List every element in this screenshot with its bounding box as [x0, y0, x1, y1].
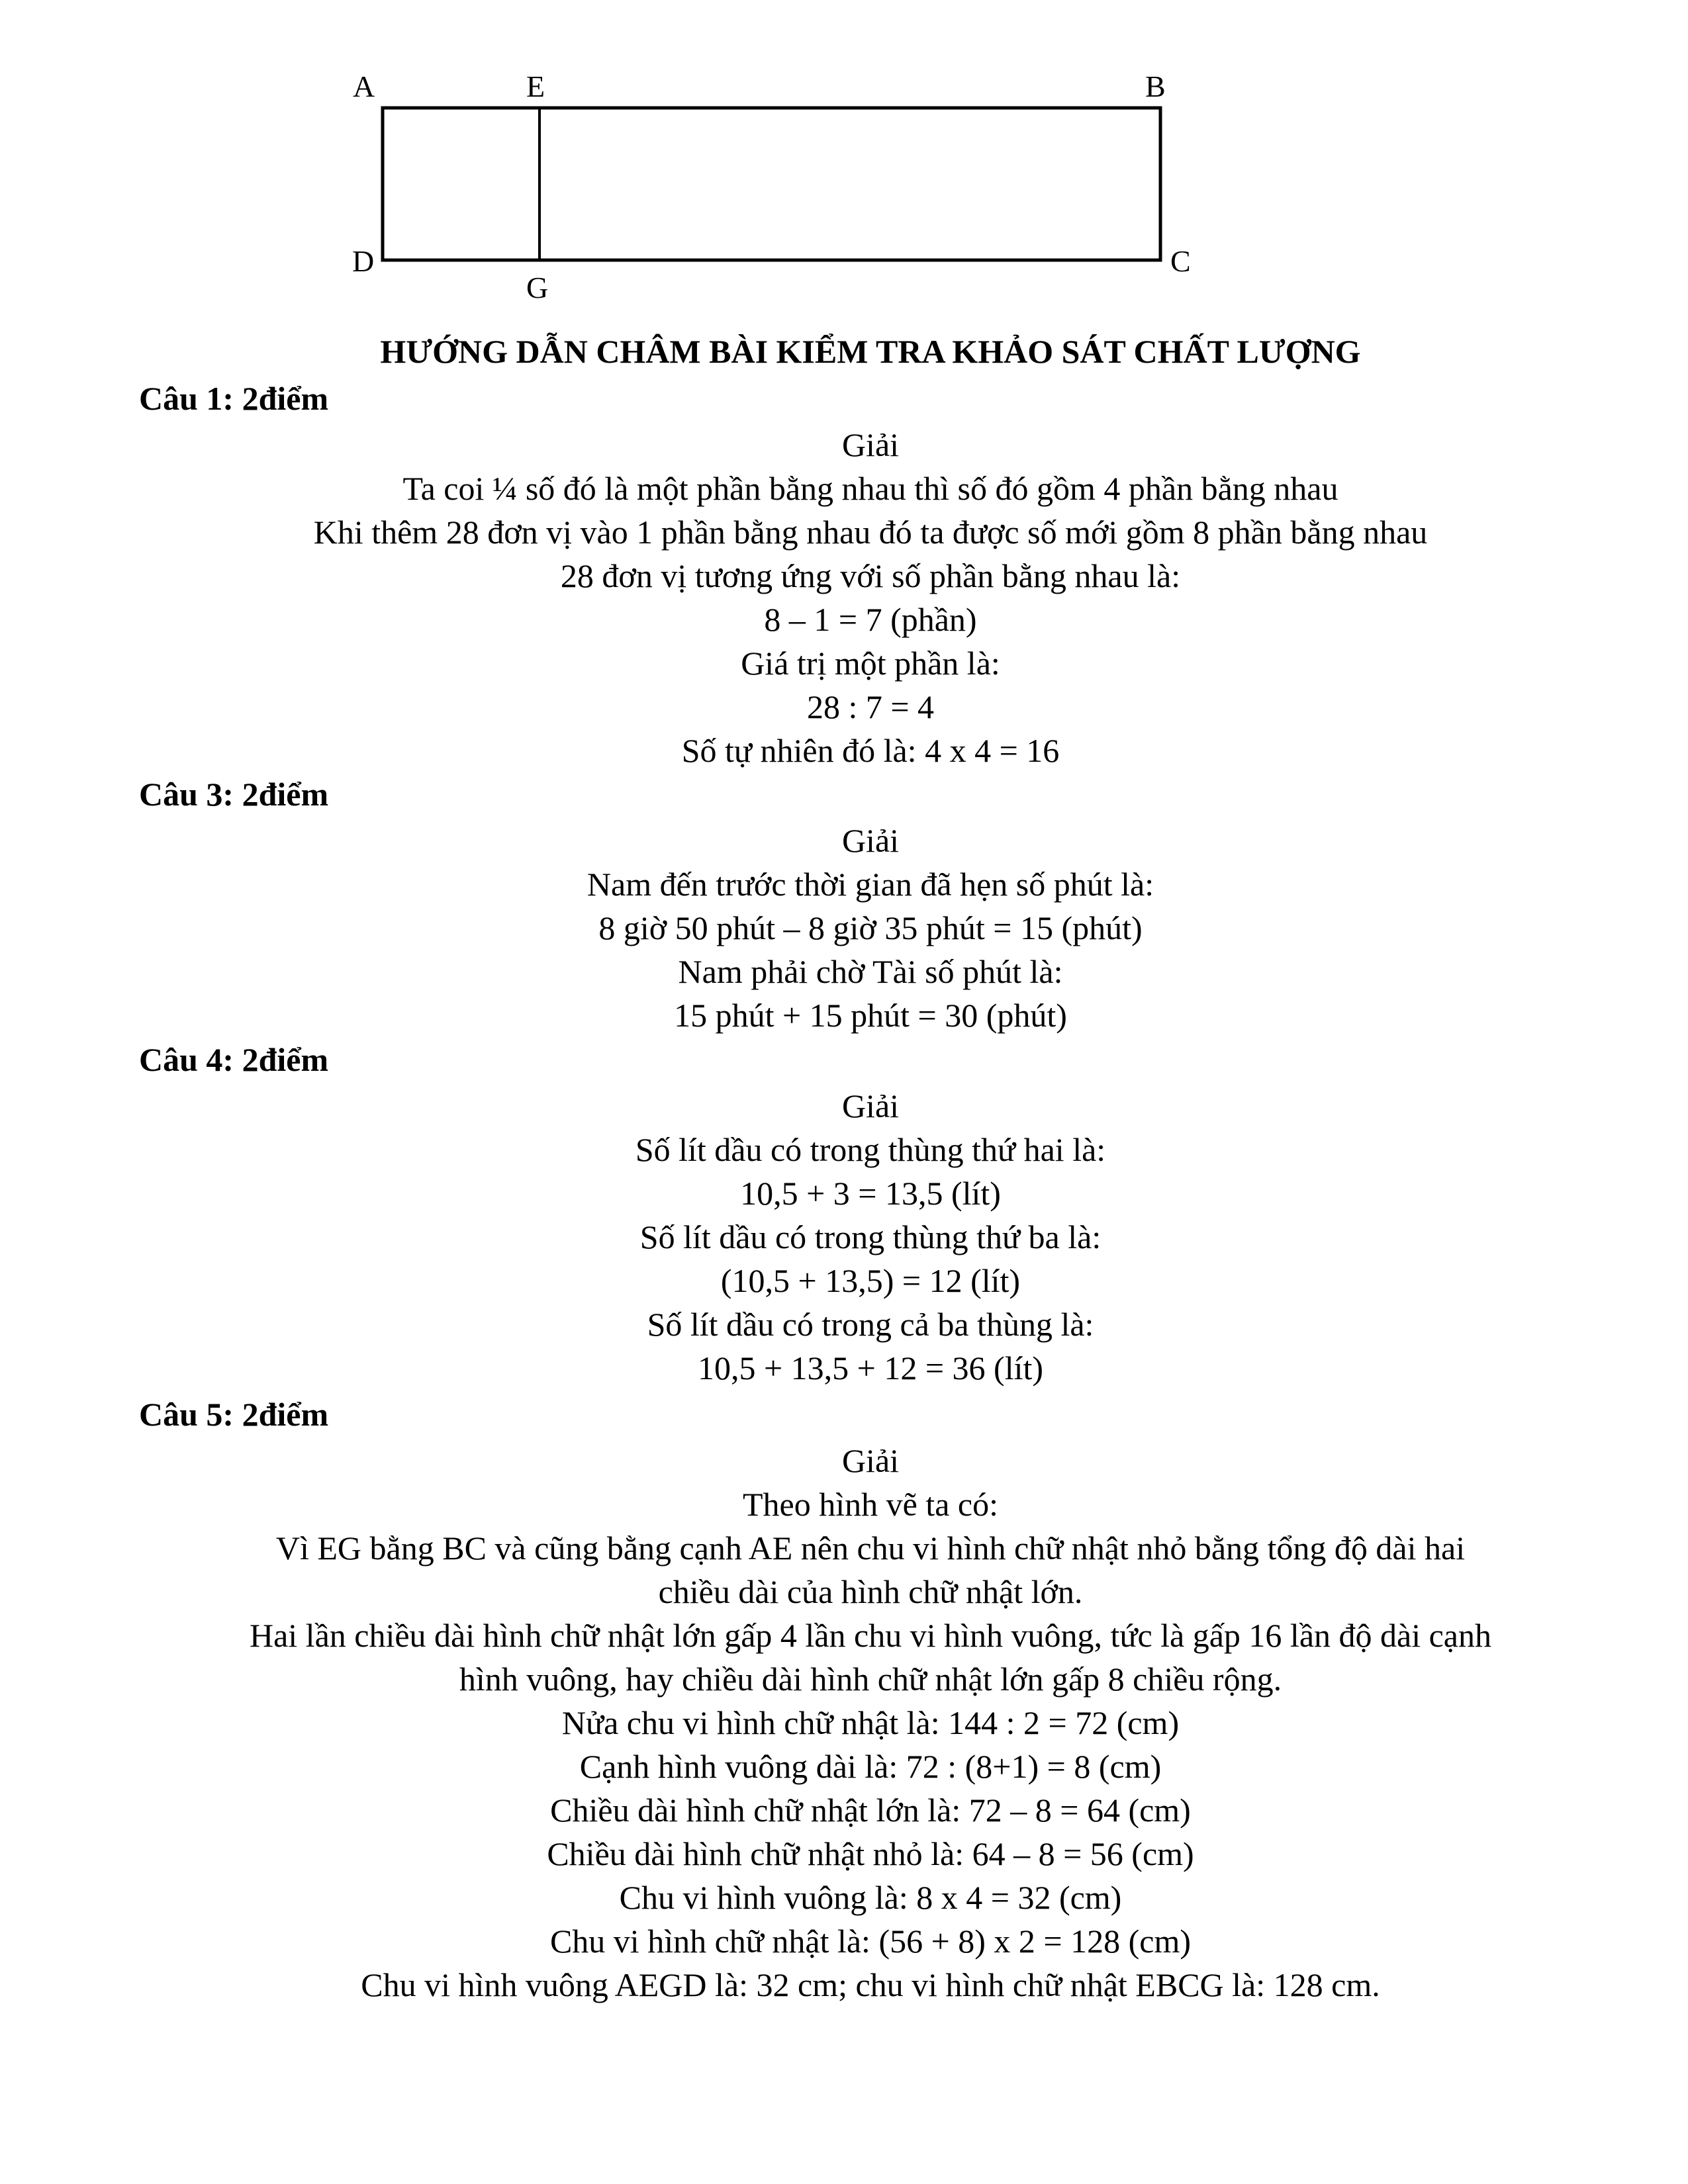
solution-line: Giải: [841, 1087, 900, 1124]
solution-line: Giải: [841, 822, 900, 859]
solution-line: Nam phải chờ Tài số phút là:: [678, 953, 1063, 990]
point-label-b: B: [1145, 69, 1166, 103]
solution-line: Theo hình vẽ ta có:: [743, 1486, 998, 1523]
question-3-heading: Câu 3: 2điểm: [139, 776, 329, 813]
solution-line: Khi thêm 28 đơn vị vào 1 phần bằng nhau đó ta được số mới gồm 8 phần bằng nhau: [313, 514, 1428, 551]
solution-line: 28 : 7 = 4: [806, 688, 935, 725]
solution-line: chiều dài của hình chữ nhật lớn.: [658, 1573, 1083, 1610]
solution-line: Chu vi hình vuông là: 8 x 4 = 32 (cm): [619, 1879, 1122, 1916]
solution-line: Ta coi ¼ số đó là một phần bằng nhau thì số đó gồm 4 phần bằng nhau: [402, 470, 1338, 507]
solution-line: Số lít dầu có trong thùng thứ hai là:: [635, 1131, 1106, 1168]
solution-line: Số lít dầu có trong thùng thứ ba là:: [639, 1218, 1102, 1255]
solution-line: 15 phút + 15 phút = 30 (phút): [674, 997, 1067, 1034]
question-1-solution: [0, 423, 1688, 772]
solution-line: Chu vi hình chữ nhật là: (56 + 8) x 2 = 128 (cm): [549, 1923, 1192, 1960]
solution-line: Số lít dầu có trong cả ba thùng là:: [647, 1306, 1094, 1343]
solution-line: 8 – 1 = 7 (phần): [764, 601, 977, 638]
point-label-c: C: [1170, 244, 1191, 278]
solution-line: Giải: [841, 426, 900, 463]
point-label-a: A: [353, 69, 375, 103]
solution-line: Chiều dài hình chữ nhật nhỏ là: 64 – 8 = 56 (cm): [547, 1835, 1194, 1872]
question-4-heading: Câu 4: 2điểm: [139, 1041, 329, 1078]
question-1-heading: Câu 1: 2điểm: [139, 380, 329, 417]
solution-line: 10,5 + 3 = 13,5 (lít): [740, 1175, 1001, 1212]
question-4-solution: [0, 1084, 1688, 1390]
question-3-solution: [0, 819, 1688, 1037]
question-5-solution: [0, 1439, 1688, 2007]
geometry-figure: [0, 0, 1688, 331]
solution-line: Giá trị một phần là:: [741, 645, 1000, 682]
solution-line: Chiều dài hình chữ nhật lớn là: 72 – 8 = 64 (cm): [550, 1792, 1191, 1829]
question-5-heading: Câu 5: 2điểm: [139, 1396, 329, 1433]
solution-line: 8 giờ 50 phút – 8 giờ 35 phút = 15 (phút): [598, 909, 1143, 946]
solution-line: Nửa chu vi hình chữ nhật là: 144 : 2 = 72 (cm): [561, 1704, 1180, 1741]
solution-line: 10,5 + 13,5 + 12 = 36 (lít): [697, 1349, 1044, 1387]
point-label-e: E: [526, 69, 545, 103]
solution-line: Hai lần chiều dài hình chữ nhật lớn gấp 4 lần chu vi hình vuông, tức là gấp 16 lần độ dài cạnh: [249, 1617, 1491, 1654]
solution-line: (10,5 + 13,5) = 12 (lít): [720, 1262, 1021, 1299]
solution-line: 28 đơn vị tương ứng với số phần bằng nhau là:: [560, 557, 1181, 594]
point-label-d: D: [352, 244, 375, 278]
solution-line: hình vuông, hay chiều dài hình chữ nhật lớn gấp 8 chiều rộng.: [459, 1661, 1282, 1698]
solution-line: Vì EG bằng BC và cũng bằng cạnh AE nên chu vi hình chữ nhật nhỏ bằng tổng độ dài hai: [275, 1529, 1466, 1567]
solution-line: Giải: [841, 1442, 900, 1479]
page-title: HƯỚNG DẪN CHÂM BÀI KIỂM TRA KHẢO SÁT CHẤT LƯỢNG: [380, 333, 1361, 370]
solution-line: Chu vi hình vuông AEGD là: 32 cm; chu vi hình chữ nhật EBCG là: 128 cm.: [361, 1966, 1380, 2003]
rectangle-diagram: [0, 0, 1688, 331]
point-label-g: G: [526, 271, 549, 304]
solution-line: Cạnh hình vuông dài là: 72 : (8+1) = 8 (cm): [579, 1748, 1162, 1785]
solution-line: Nam đến trước thời gian đã hẹn số phút là:: [586, 866, 1154, 903]
solution-line: Số tự nhiên đó là: 4 x 4 = 16: [681, 732, 1060, 769]
rectangle-abcd: [383, 108, 1160, 260]
